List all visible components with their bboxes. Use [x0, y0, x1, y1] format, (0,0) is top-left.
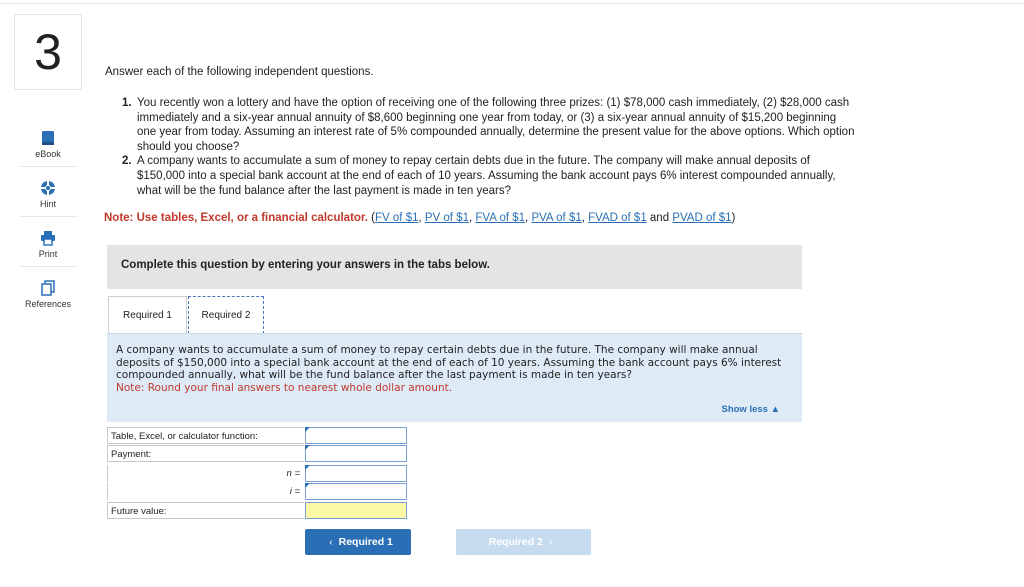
pv-of-1-link[interactable]: PV of $1 [424, 212, 469, 224]
book-icon [41, 130, 55, 146]
row-label: Table, Excel, or calculator function: [107, 427, 304, 444]
references-label: References [24, 299, 72, 309]
link-separator: , [525, 212, 532, 224]
tables-note-open: ( [371, 212, 376, 224]
i-input[interactable] [305, 483, 407, 500]
tab-required-1[interactable]: Required 1 [108, 296, 187, 333]
panel-question-text: A company wants to accumulate a sum of money to repay certain debts due in the future. The company will make annual deposits of $150,000 into a special bank account at the end of each of 10 years. Assuming the bank account pays 6% interest compounded annually, what will be the fund balance after the last payment is made in ten years? [116, 344, 782, 382]
show-less-link[interactable] [721, 404, 780, 415]
hint-icon [40, 180, 56, 196]
row-label: i = [107, 483, 304, 500]
link-separator: , [418, 212, 425, 224]
ebook-tool[interactable] [14, 130, 82, 159]
hint-label: Hint [39, 199, 56, 209]
question-item-number: 2. [122, 155, 132, 168]
tables-note-close: ) [731, 212, 736, 224]
next-required-label: Required 2 [488, 536, 543, 548]
fva-of-1-link[interactable]: FVA of $1 [475, 212, 526, 224]
question-item-number: 1. [122, 97, 132, 109]
show-less-label: Show less [721, 404, 768, 415]
row-label: n = [107, 465, 304, 482]
hint-tool[interactable] [14, 180, 82, 209]
input-corner-marker [305, 483, 310, 488]
question-item [122, 154, 857, 198]
caret-up-icon: ▲ [770, 404, 780, 415]
question-item-text: A company wants to accumulate a sum of money to repay certain debts due in the future. The company will make annual deposits of $150,000 into a special bank account at the end of each of 10 years. Assuming the bank account pays 6% interest compounded annually, what will be the fund balance after the last payment is made in ten years? [137, 155, 836, 197]
future-value-input[interactable] [305, 502, 407, 519]
question-item-text: You recently won a lottery and have the option of receiving one of the following three prizes: (1) $78,000 cash immediately, (2) $28,000 cash immediately and a six-year annual annuity of $8,600 beginning one year from today, or (3) a six-year annual annuity of $15,200 beginning one year from today. Assuming an interest rate of 5% compounded annually, determine the present value for the above options. Which option should you choose? [137, 97, 855, 153]
fvad-of-1-link[interactable]: FVAD of $1 [588, 212, 647, 224]
chevron-left-icon: ‹ [329, 536, 333, 548]
tab-required-2[interactable]: Required 2 [188, 296, 264, 334]
prev-required-button[interactable] [305, 529, 411, 555]
input-corner-marker [305, 465, 310, 470]
print-label: Print [38, 249, 58, 259]
function-input[interactable] [305, 427, 407, 444]
top-divider [0, 3, 1024, 4]
chevron-right-icon: › [548, 536, 553, 548]
sidebar-divider [20, 266, 78, 267]
question-panel [107, 333, 802, 422]
link-separator: , [469, 212, 476, 224]
references-tool[interactable] [14, 280, 82, 309]
print-icon [40, 230, 56, 246]
tables-note-lead: Note: Use tables, Excel, or a financial calculator. [104, 212, 368, 224]
input-corner-marker [305, 427, 310, 432]
pvad-of-1-link[interactable]: PVAD of $1 [672, 212, 732, 224]
ebook-label: eBook [35, 149, 61, 159]
intro-text: Answer each of the following independent questions. [105, 66, 374, 78]
question-list [122, 96, 857, 198]
tables-note [104, 212, 735, 224]
pva-of-1-link[interactable]: PVA of $1 [531, 212, 582, 224]
row-label: Payment: [107, 445, 304, 462]
panel-round-note: Note: Round your final answers to nearest whole dollar amount. [116, 381, 453, 394]
link-separator: , [581, 212, 589, 224]
sidebar-divider [20, 166, 78, 167]
panel-text-block [116, 344, 801, 394]
question-item [122, 96, 857, 154]
row-label: Future value: [107, 502, 304, 519]
n-input[interactable] [305, 465, 407, 482]
input-corner-marker [305, 445, 310, 450]
instructions-text: Complete this question by entering your answers in the tabs below. [121, 259, 490, 271]
references-icon [41, 280, 55, 296]
link-and: and [646, 212, 673, 224]
prev-required-label: Required 1 [338, 536, 393, 548]
next-required-button[interactable] [456, 529, 591, 555]
sidebar-divider [20, 216, 78, 217]
fv-of-1-link[interactable]: FV of $1 [375, 212, 419, 224]
payment-input[interactable] [305, 445, 407, 462]
question-number: 3 [14, 14, 82, 90]
instructions-bar [107, 245, 802, 289]
print-tool[interactable] [14, 230, 82, 259]
